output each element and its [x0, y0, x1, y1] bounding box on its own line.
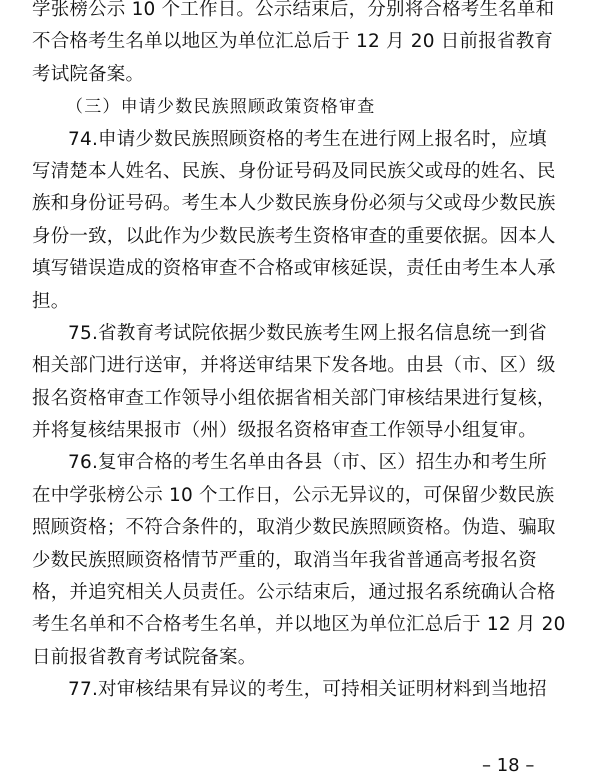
- text-line: 不合格考生名单以地区为单位汇总后于 12 月 20 日前报省教育: [32, 31, 554, 53]
- text-line: 填写错误造成的资格审查不合格或审核延误，责任由考生本人承: [32, 258, 556, 280]
- text-line: 学张榜公示 10 个工作日。公示结束后，分别将合格考生名单和: [32, 0, 555, 20]
- text-line: 报名资格审查工作领导小组依据省相关部门审核结果进行复核，: [32, 387, 556, 409]
- text-line: 担。: [32, 290, 70, 312]
- text-line: 日前报省教育考试院备案。: [32, 646, 257, 668]
- text-line: 格，并追究相关人员责任。公示结束后，通过报名系统确认合格: [32, 582, 556, 604]
- text-line: 身份一致，以此作为少数民族考生资格审查的重要依据。因本人: [32, 225, 556, 247]
- text-line: 写清楚本人姓名、民族、身份证号码及同民族父或母的姓名、民: [32, 160, 556, 182]
- paragraph-77-start: 77.对审核结果有异议的考生，可持相关证明材料到当地招: [68, 679, 547, 701]
- text-line: 考生名单和不合格考生名单，并以地区为单位汇总后于 12 月 20: [32, 614, 566, 636]
- paragraph-75-start: 75.省教育考试院依据少数民族考生网上报名信息统一到省: [68, 322, 547, 344]
- text-line: 在中学张榜公示 10 个工作日，公示无异议的，可保留少数民族: [32, 484, 555, 506]
- paragraph-76-start: 76.复审合格的考生名单由各县（市、区）招生办和考生所: [68, 452, 547, 474]
- text-line: 族和身份证号码。考生本人少数民族身份必须与父或母少数民族: [32, 193, 556, 215]
- text-line: 少数民族照顾资格情节严重的，取消当年我省普通高考报名资: [32, 549, 537, 571]
- page-number: – 18 –: [482, 755, 535, 776]
- document-body: [32, 0, 572, 707]
- text-line: 考试院备案。: [32, 63, 145, 85]
- text-line: 并将复核结果报市（州）级报名资格审查工作领导小组复审。: [32, 420, 537, 442]
- text-line: 相关部门进行送审，并将送审结果下发各地。由县（市、区）级: [32, 355, 556, 377]
- section-heading: （三）申请少数民族照顾政策资格审查: [66, 97, 376, 118]
- paragraph-74-start: 74.申请少数民族照顾资格的考生在进行网上报名时，应填: [68, 128, 547, 150]
- text-line: 照顾资格；不符合条件的，取消少数民族照顾资格。伪造、骗取: [32, 517, 556, 539]
